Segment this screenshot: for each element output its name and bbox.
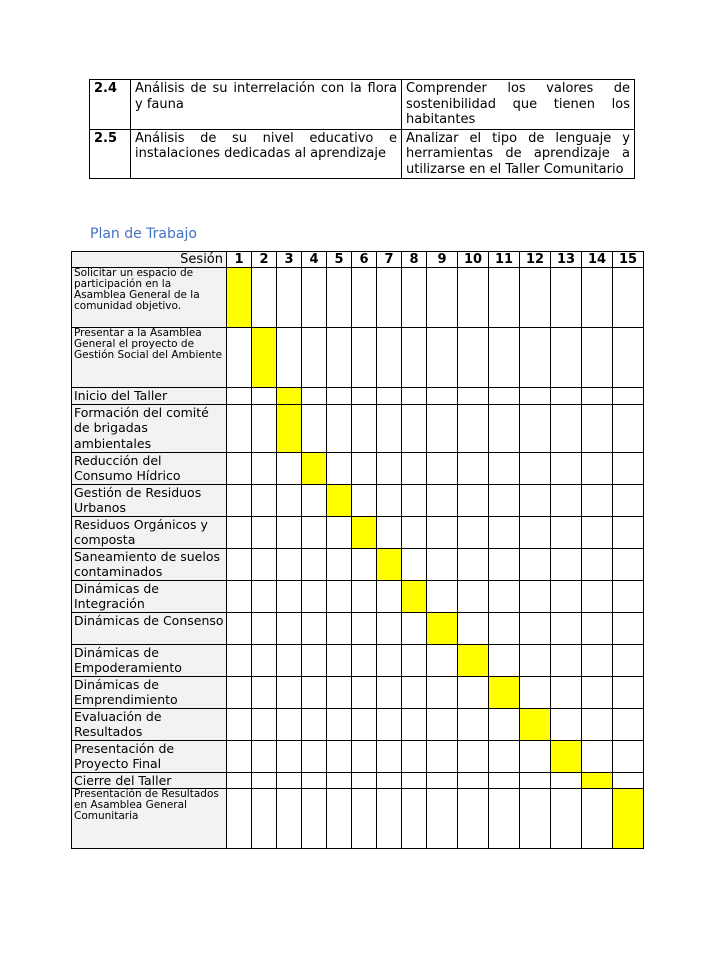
session-header-label: Sesión bbox=[72, 252, 227, 268]
session-cell bbox=[302, 268, 327, 328]
session-cell bbox=[352, 328, 377, 388]
session-cell bbox=[302, 404, 327, 452]
scheduled-session-cell bbox=[520, 708, 551, 740]
session-cell bbox=[352, 612, 377, 644]
session-cell bbox=[277, 612, 302, 644]
session-cell bbox=[227, 708, 252, 740]
session-cell bbox=[458, 516, 489, 548]
session-cell bbox=[520, 612, 551, 644]
session-cell bbox=[252, 740, 277, 772]
session-cell bbox=[613, 708, 644, 740]
session-cell bbox=[302, 580, 327, 612]
session-number: 1 bbox=[227, 252, 252, 268]
session-cell bbox=[427, 644, 458, 676]
session-cell bbox=[377, 789, 402, 849]
session-cell bbox=[458, 388, 489, 405]
session-number: 13 bbox=[551, 252, 582, 268]
session-cell bbox=[520, 548, 551, 580]
schedule-row bbox=[72, 772, 644, 789]
session-cell bbox=[551, 328, 582, 388]
session-cell bbox=[227, 516, 252, 548]
session-cell bbox=[252, 452, 277, 484]
scheduled-session-cell bbox=[458, 644, 489, 676]
session-cell bbox=[327, 708, 352, 740]
session-cell bbox=[377, 740, 402, 772]
session-cell bbox=[489, 452, 520, 484]
session-cell bbox=[582, 548, 613, 580]
session-cell bbox=[227, 740, 252, 772]
session-cell bbox=[458, 404, 489, 452]
session-cell bbox=[613, 328, 644, 388]
session-cell bbox=[302, 548, 327, 580]
session-cell bbox=[352, 388, 377, 405]
session-cell bbox=[327, 789, 352, 849]
scheduled-session-cell bbox=[277, 404, 302, 452]
session-cell bbox=[377, 772, 402, 789]
session-cell bbox=[252, 676, 277, 708]
session-cell bbox=[427, 708, 458, 740]
session-cell bbox=[520, 388, 551, 405]
session-cell bbox=[252, 404, 277, 452]
activity-label: Presentación de Resultados en Asamblea General Comunitaria bbox=[72, 789, 227, 849]
session-cell bbox=[402, 644, 427, 676]
session-cell bbox=[302, 328, 327, 388]
session-number: 12 bbox=[520, 252, 551, 268]
session-cell bbox=[489, 644, 520, 676]
session-cell bbox=[277, 676, 302, 708]
session-cell bbox=[613, 548, 644, 580]
session-cell bbox=[489, 772, 520, 789]
scheduled-session-cell bbox=[489, 676, 520, 708]
session-cell bbox=[377, 452, 402, 484]
schedule-row bbox=[72, 388, 644, 405]
session-number: 15 bbox=[613, 252, 644, 268]
session-cell bbox=[277, 740, 302, 772]
activity-label: Dinámicas de Consenso bbox=[72, 612, 227, 644]
session-cell bbox=[427, 388, 458, 405]
session-cell bbox=[377, 404, 402, 452]
session-cell bbox=[582, 328, 613, 388]
session-cell bbox=[520, 676, 551, 708]
activity-label: Cierre del Taller bbox=[72, 772, 227, 789]
session-cell bbox=[551, 452, 582, 484]
session-cell bbox=[252, 580, 277, 612]
session-cell bbox=[402, 328, 427, 388]
session-cell bbox=[458, 708, 489, 740]
session-cell bbox=[227, 580, 252, 612]
session-cell bbox=[551, 772, 582, 789]
scheduled-session-cell bbox=[327, 484, 352, 516]
schedule-row bbox=[72, 268, 644, 328]
session-cell bbox=[520, 740, 551, 772]
session-cell bbox=[613, 484, 644, 516]
objective-row bbox=[90, 129, 635, 179]
session-cell bbox=[427, 789, 458, 849]
session-cell bbox=[613, 740, 644, 772]
session-cell bbox=[402, 268, 427, 328]
session-cell bbox=[252, 708, 277, 740]
session-cell bbox=[252, 388, 277, 405]
session-cell bbox=[613, 452, 644, 484]
session-cell bbox=[427, 740, 458, 772]
session-cell bbox=[489, 580, 520, 612]
session-cell bbox=[582, 484, 613, 516]
session-number: 4 bbox=[302, 252, 327, 268]
session-cell bbox=[302, 612, 327, 644]
session-cell bbox=[227, 452, 252, 484]
session-cell bbox=[327, 548, 352, 580]
session-cell bbox=[520, 789, 551, 849]
session-cell bbox=[327, 516, 352, 548]
schedule-row bbox=[72, 612, 644, 644]
session-cell bbox=[352, 708, 377, 740]
session-cell bbox=[402, 708, 427, 740]
session-cell bbox=[402, 452, 427, 484]
session-cell bbox=[352, 580, 377, 612]
session-number: 7 bbox=[377, 252, 402, 268]
session-cell bbox=[302, 676, 327, 708]
session-cell bbox=[252, 548, 277, 580]
session-cell bbox=[427, 328, 458, 388]
session-cell bbox=[489, 548, 520, 580]
plan-title: Plan de Trabajo bbox=[90, 226, 197, 242]
session-cell bbox=[327, 772, 352, 789]
session-cell bbox=[302, 740, 327, 772]
session-cell bbox=[613, 644, 644, 676]
session-cell bbox=[613, 404, 644, 452]
session-cell bbox=[458, 676, 489, 708]
activity-label: Solicitar un espacio de participación en la Asamblea General de la comunidad objetivo. bbox=[72, 268, 227, 328]
session-cell bbox=[227, 548, 252, 580]
session-cell bbox=[402, 740, 427, 772]
session-cell bbox=[377, 676, 402, 708]
session-cell bbox=[427, 404, 458, 452]
scheduled-session-cell bbox=[582, 772, 613, 789]
scheduled-session-cell bbox=[402, 580, 427, 612]
session-cell bbox=[489, 740, 520, 772]
session-cell bbox=[277, 789, 302, 849]
session-cell bbox=[489, 789, 520, 849]
session-number: 2 bbox=[252, 252, 277, 268]
scheduled-session-cell bbox=[352, 516, 377, 548]
session-cell bbox=[377, 708, 402, 740]
session-cell bbox=[377, 268, 402, 328]
session-cell bbox=[352, 548, 377, 580]
session-cell bbox=[277, 452, 302, 484]
scheduled-session-cell bbox=[551, 740, 582, 772]
schedule-row bbox=[72, 676, 644, 708]
session-cell bbox=[582, 388, 613, 405]
session-cell bbox=[352, 676, 377, 708]
scheduled-session-cell bbox=[613, 789, 644, 849]
session-cell bbox=[377, 580, 402, 612]
session-cell bbox=[252, 644, 277, 676]
session-cell bbox=[377, 516, 402, 548]
session-cell bbox=[227, 328, 252, 388]
session-cell bbox=[582, 404, 613, 452]
session-number: 8 bbox=[402, 252, 427, 268]
session-cell bbox=[252, 268, 277, 328]
schedule-row bbox=[72, 404, 644, 452]
session-cell bbox=[402, 516, 427, 548]
session-cell bbox=[582, 452, 613, 484]
session-cell bbox=[458, 580, 489, 612]
session-cell bbox=[402, 484, 427, 516]
session-cell bbox=[613, 388, 644, 405]
scheduled-session-cell bbox=[427, 612, 458, 644]
session-cell bbox=[227, 612, 252, 644]
session-cell bbox=[489, 484, 520, 516]
schedule-row bbox=[72, 516, 644, 548]
session-cell bbox=[551, 789, 582, 849]
session-cell bbox=[277, 548, 302, 580]
session-cell bbox=[427, 452, 458, 484]
objective-purpose: Comprender los valores de sostenibilidad que tienen los habitantes bbox=[402, 80, 635, 130]
session-cell bbox=[458, 484, 489, 516]
session-cell bbox=[551, 580, 582, 612]
session-cell bbox=[582, 516, 613, 548]
session-cell bbox=[327, 388, 352, 405]
activity-label: Reducción del Consumo Hídrico bbox=[72, 452, 227, 484]
schedule-row bbox=[72, 644, 644, 676]
session-cell bbox=[582, 268, 613, 328]
activity-label: Formación del comité de brigadas ambientales bbox=[72, 404, 227, 452]
objective-number: 2.4 bbox=[90, 80, 131, 130]
session-cell bbox=[352, 644, 377, 676]
session-cell bbox=[427, 676, 458, 708]
session-cell bbox=[458, 612, 489, 644]
session-cell bbox=[458, 789, 489, 849]
session-cell bbox=[227, 644, 252, 676]
session-cell bbox=[582, 580, 613, 612]
session-number: 11 bbox=[489, 252, 520, 268]
session-cell bbox=[327, 580, 352, 612]
activity-label: Presentar a la Asamblea General el proyecto de Gestión Social del Ambiente bbox=[72, 328, 227, 388]
session-cell bbox=[427, 772, 458, 789]
activity-label: Dinámicas de Integración bbox=[72, 580, 227, 612]
session-cell bbox=[427, 580, 458, 612]
session-cell bbox=[302, 388, 327, 405]
session-cell bbox=[458, 548, 489, 580]
schedule-row bbox=[72, 452, 644, 484]
session-cell bbox=[327, 328, 352, 388]
session-cell bbox=[352, 484, 377, 516]
session-cell bbox=[489, 516, 520, 548]
session-cell bbox=[252, 789, 277, 849]
session-cell bbox=[302, 484, 327, 516]
session-cell bbox=[551, 612, 582, 644]
activity-label: Saneamiento de suelos contaminados bbox=[72, 548, 227, 580]
session-cell bbox=[327, 612, 352, 644]
activity-label: Gestión de Residuos Urbanos bbox=[72, 484, 227, 516]
session-cell bbox=[520, 484, 551, 516]
session-cell bbox=[352, 772, 377, 789]
objective-activity: Análisis de su interrelación con la flora y fauna bbox=[131, 80, 402, 130]
session-cell bbox=[551, 484, 582, 516]
session-cell bbox=[227, 789, 252, 849]
session-cell bbox=[520, 772, 551, 789]
session-cell bbox=[551, 548, 582, 580]
objectives-table bbox=[89, 79, 635, 179]
session-cell bbox=[227, 404, 252, 452]
session-cell bbox=[458, 268, 489, 328]
session-number: 3 bbox=[277, 252, 302, 268]
session-cell bbox=[402, 772, 427, 789]
session-cell bbox=[427, 548, 458, 580]
session-cell bbox=[277, 772, 302, 789]
session-cell bbox=[302, 789, 327, 849]
session-cell bbox=[252, 612, 277, 644]
session-cell bbox=[327, 452, 352, 484]
session-cell bbox=[582, 708, 613, 740]
session-cell bbox=[489, 404, 520, 452]
session-cell bbox=[277, 328, 302, 388]
session-cell bbox=[302, 516, 327, 548]
session-cell bbox=[227, 772, 252, 789]
session-cell bbox=[302, 708, 327, 740]
session-cell bbox=[489, 268, 520, 328]
session-cell bbox=[520, 268, 551, 328]
schedule-row bbox=[72, 708, 644, 740]
activity-label: Inicio del Taller bbox=[72, 388, 227, 405]
session-cell bbox=[352, 452, 377, 484]
session-cell bbox=[402, 789, 427, 849]
schedule-row bbox=[72, 789, 644, 849]
session-cell bbox=[551, 644, 582, 676]
session-cell bbox=[613, 580, 644, 612]
session-cell bbox=[551, 708, 582, 740]
session-number: 9 bbox=[427, 252, 458, 268]
scheduled-session-cell bbox=[227, 268, 252, 328]
session-cell bbox=[489, 612, 520, 644]
schedule-row bbox=[72, 484, 644, 516]
session-cell bbox=[252, 484, 277, 516]
activity-label: Presentación de Proyecto Final bbox=[72, 740, 227, 772]
session-cell bbox=[551, 516, 582, 548]
session-cell bbox=[352, 789, 377, 849]
schedule-row bbox=[72, 580, 644, 612]
session-cell bbox=[613, 268, 644, 328]
session-cell bbox=[458, 740, 489, 772]
session-cell bbox=[582, 789, 613, 849]
session-cell bbox=[551, 388, 582, 405]
session-cell bbox=[402, 388, 427, 405]
session-number: 14 bbox=[582, 252, 613, 268]
session-cell bbox=[227, 388, 252, 405]
objective-number: 2.5 bbox=[90, 129, 131, 179]
session-cell bbox=[277, 516, 302, 548]
session-cell bbox=[352, 268, 377, 328]
session-cell bbox=[458, 328, 489, 388]
session-cell bbox=[613, 612, 644, 644]
activity-label: Evaluación de Resultados bbox=[72, 708, 227, 740]
session-cell bbox=[302, 644, 327, 676]
session-cell bbox=[489, 708, 520, 740]
session-number: 5 bbox=[327, 252, 352, 268]
session-cell bbox=[402, 676, 427, 708]
session-cell bbox=[377, 328, 402, 388]
session-cell bbox=[227, 676, 252, 708]
session-cell bbox=[458, 452, 489, 484]
session-cell bbox=[427, 268, 458, 328]
scheduled-session-cell bbox=[277, 388, 302, 405]
scheduled-session-cell bbox=[302, 452, 327, 484]
session-cell bbox=[402, 612, 427, 644]
session-cell bbox=[277, 484, 302, 516]
session-cell bbox=[377, 484, 402, 516]
session-cell bbox=[613, 516, 644, 548]
activity-label: Dinámicas de Empoderamiento bbox=[72, 644, 227, 676]
session-cell bbox=[402, 404, 427, 452]
objective-purpose: Analizar el tipo de lenguaje y herramientas de aprendizaje a utilizarse en el Taller Comunitario bbox=[402, 129, 635, 179]
session-cell bbox=[427, 516, 458, 548]
session-cell bbox=[277, 708, 302, 740]
objective-activity: Análisis de su nivel educativo e instalaciones dedicadas al aprendizaje bbox=[131, 129, 402, 179]
session-cell bbox=[427, 484, 458, 516]
objective-row bbox=[90, 80, 635, 130]
session-cell bbox=[327, 268, 352, 328]
session-cell bbox=[402, 548, 427, 580]
session-cell bbox=[551, 676, 582, 708]
session-cell bbox=[277, 268, 302, 328]
session-cell bbox=[458, 772, 489, 789]
session-cell bbox=[352, 740, 377, 772]
session-cell bbox=[277, 580, 302, 612]
session-cell bbox=[252, 516, 277, 548]
session-cell bbox=[520, 580, 551, 612]
session-cell bbox=[582, 740, 613, 772]
activity-label: Dinámicas de Emprendimiento bbox=[72, 676, 227, 708]
session-cell bbox=[302, 772, 327, 789]
session-cell bbox=[327, 740, 352, 772]
schedule-row bbox=[72, 740, 644, 772]
schedule-row bbox=[72, 548, 644, 580]
session-cell bbox=[582, 612, 613, 644]
schedule-table bbox=[71, 251, 644, 849]
session-cell bbox=[377, 388, 402, 405]
session-cell bbox=[489, 328, 520, 388]
session-cell bbox=[377, 612, 402, 644]
schedule-row bbox=[72, 328, 644, 388]
session-cell bbox=[582, 644, 613, 676]
session-cell bbox=[520, 404, 551, 452]
session-cell bbox=[277, 644, 302, 676]
session-number: 10 bbox=[458, 252, 489, 268]
session-cell bbox=[227, 484, 252, 516]
session-cell bbox=[520, 452, 551, 484]
session-cell bbox=[613, 676, 644, 708]
activity-label: Residuos Orgánicos y composta bbox=[72, 516, 227, 548]
session-cell bbox=[520, 328, 551, 388]
session-cell bbox=[520, 516, 551, 548]
scheduled-session-cell bbox=[377, 548, 402, 580]
session-cell bbox=[377, 644, 402, 676]
session-cell bbox=[327, 676, 352, 708]
session-cell bbox=[613, 772, 644, 789]
scheduled-session-cell bbox=[252, 328, 277, 388]
session-number: 6 bbox=[352, 252, 377, 268]
session-cell bbox=[551, 404, 582, 452]
session-cell bbox=[489, 388, 520, 405]
session-cell bbox=[582, 676, 613, 708]
session-cell bbox=[352, 404, 377, 452]
session-cell bbox=[520, 644, 551, 676]
session-cell bbox=[252, 772, 277, 789]
session-cell bbox=[551, 268, 582, 328]
session-cell bbox=[327, 404, 352, 452]
session-cell bbox=[327, 644, 352, 676]
